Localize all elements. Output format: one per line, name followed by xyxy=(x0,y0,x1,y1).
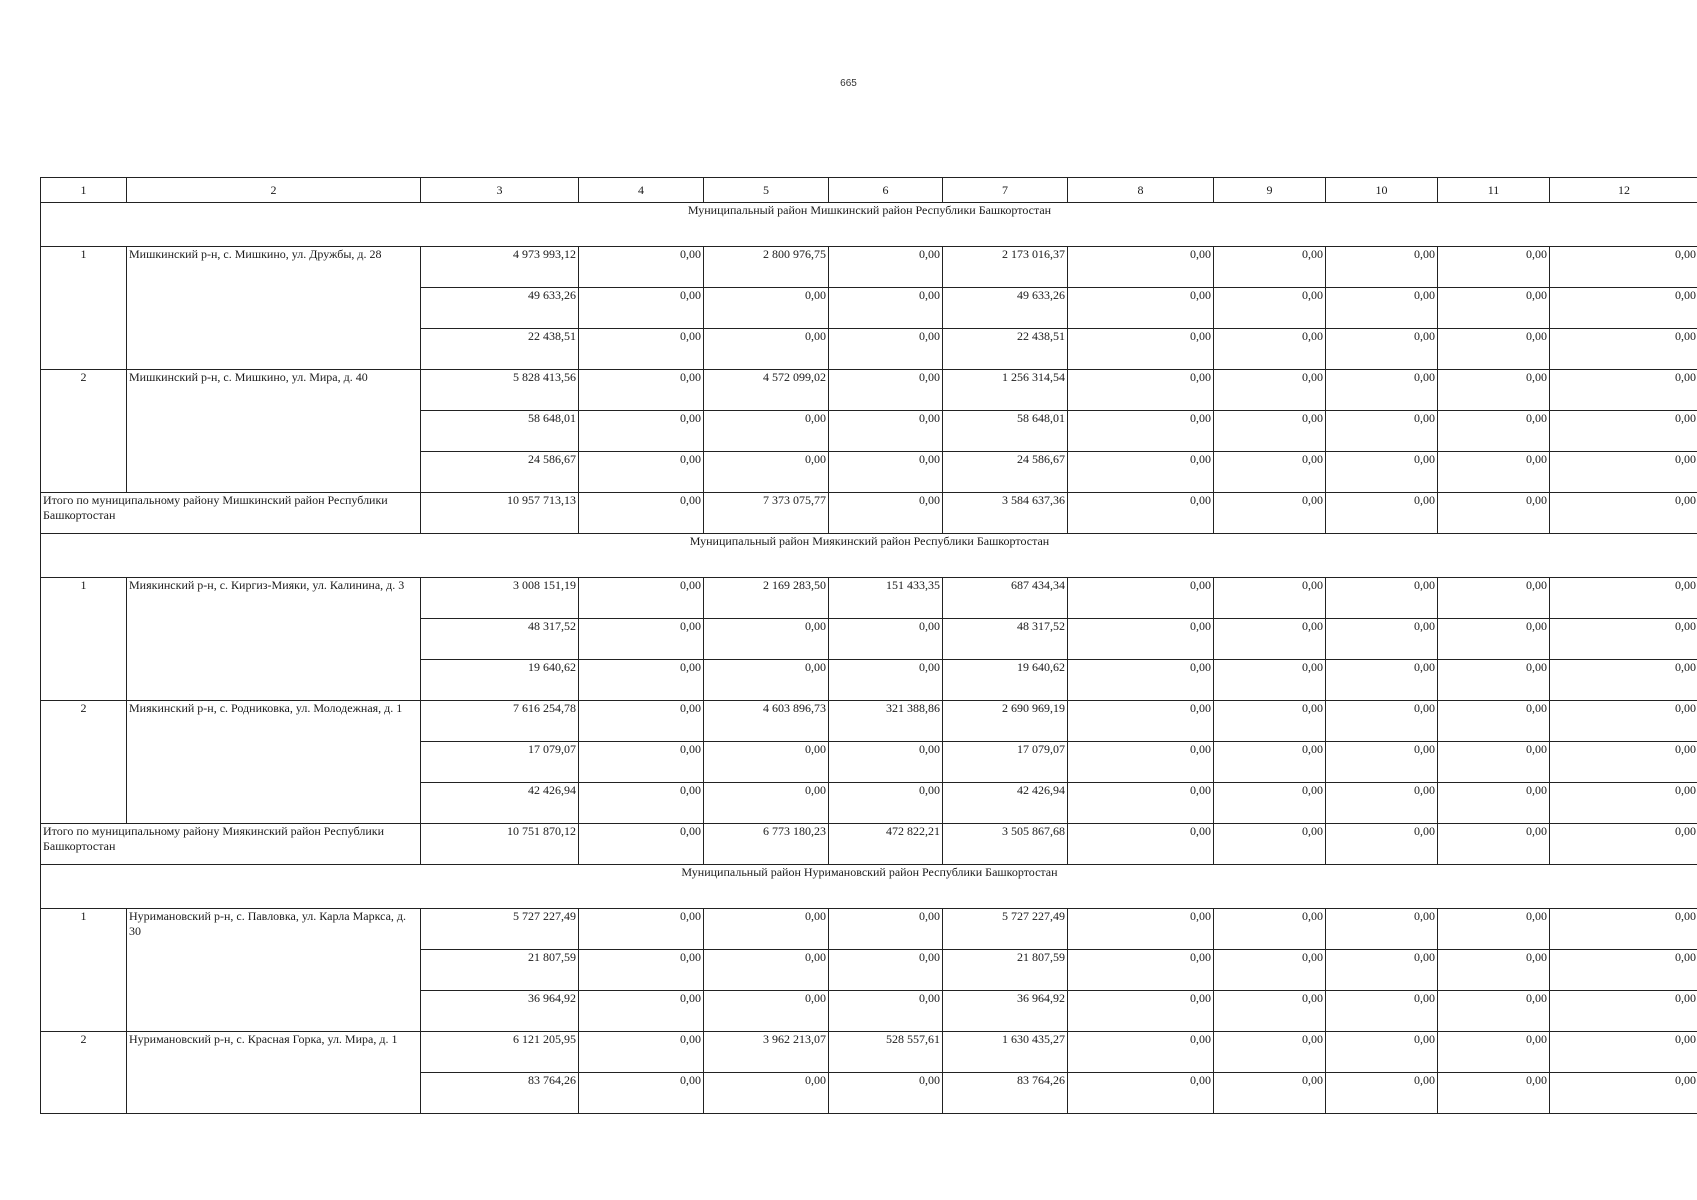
value-cell: 83 764,26 xyxy=(421,1073,579,1114)
value-cell: 0,00 xyxy=(829,1073,943,1114)
value-cell: 0,00 xyxy=(1068,329,1214,370)
value-cell: 0,00 xyxy=(579,578,704,619)
value-cell: 0,00 xyxy=(1326,742,1438,783)
value-cell: 0,00 xyxy=(1326,288,1438,329)
object-index: 1 xyxy=(41,578,127,701)
total-row xyxy=(41,824,1697,865)
value-cell: 0,00 xyxy=(1068,950,1214,991)
value-cell: 0,00 xyxy=(1068,1073,1214,1114)
value-cell: 0,00 xyxy=(1214,329,1326,370)
value-cell: 42 426,94 xyxy=(943,783,1068,824)
value-cell: 22 438,51 xyxy=(943,329,1068,370)
value-cell: 0,00 xyxy=(829,783,943,824)
value-cell: 687 434,34 xyxy=(943,578,1068,619)
value-cell: 4 603 896,73 xyxy=(704,701,829,742)
value-cell: 1 256 314,54 xyxy=(943,370,1068,411)
value-cell: 0,00 xyxy=(1326,329,1438,370)
value-cell: 0,00 xyxy=(829,247,943,288)
value-cell: 36 964,92 xyxy=(421,991,579,1032)
value-cell: 0,00 xyxy=(579,288,704,329)
column-number: 2 xyxy=(127,178,421,203)
object-address: Нуримановский р-н, с. Красная Горка, ул. Мира, д. 1 xyxy=(127,1032,421,1114)
table-body xyxy=(41,178,1697,1114)
value-cell: 0,00 xyxy=(1438,1073,1550,1114)
object-index: 2 xyxy=(41,701,127,824)
column-number: 6 xyxy=(829,178,943,203)
value-cell: 0,00 xyxy=(579,1073,704,1114)
value-cell: 0,00 xyxy=(1550,370,1697,411)
value-cell: 0,00 xyxy=(829,329,943,370)
value-cell: 0,00 xyxy=(1550,950,1697,991)
value-cell: 0,00 xyxy=(829,950,943,991)
value-cell: 5 828 413,56 xyxy=(421,370,579,411)
value-cell: 49 633,26 xyxy=(421,288,579,329)
value-cell: 0,00 xyxy=(1214,701,1326,742)
value-cell: 49 633,26 xyxy=(943,288,1068,329)
value-cell: 0,00 xyxy=(1438,950,1550,991)
value-cell: 58 648,01 xyxy=(943,411,1068,452)
value-cell: 0,00 xyxy=(1550,909,1697,950)
value-cell: 0,00 xyxy=(579,783,704,824)
value-cell: 0,00 xyxy=(1550,991,1697,1032)
table-row xyxy=(41,247,1697,288)
value-cell: 0,00 xyxy=(1214,909,1326,950)
value-cell: 0,00 xyxy=(1068,701,1214,742)
value-cell: 0,00 xyxy=(1438,329,1550,370)
value-cell: 0,00 xyxy=(1438,370,1550,411)
object-address: Миякинский р-н, с. Родниковка, ул. Молодежная, д. 1 xyxy=(127,701,421,824)
column-number-row xyxy=(41,178,1697,203)
value-cell: 0,00 xyxy=(1068,619,1214,660)
value-cell: 0,00 xyxy=(1214,370,1326,411)
value-cell: 528 557,61 xyxy=(829,1032,943,1073)
total-value-cell: 10 751 870,12 xyxy=(421,824,579,865)
total-value-cell: 0,00 xyxy=(579,824,704,865)
value-cell: 0,00 xyxy=(1214,578,1326,619)
value-cell: 0,00 xyxy=(1550,329,1697,370)
value-cell: 3 008 151,19 xyxy=(421,578,579,619)
value-cell: 0,00 xyxy=(1438,619,1550,660)
value-cell: 0,00 xyxy=(1438,578,1550,619)
column-number: 7 xyxy=(943,178,1068,203)
object-address: Миякинский р-н, с. Киргиз-Мияки, ул. Калинина, д. 3 xyxy=(127,578,421,701)
total-value-cell: 0,00 xyxy=(1214,493,1326,534)
value-cell: 0,00 xyxy=(1438,909,1550,950)
value-cell: 0,00 xyxy=(1326,452,1438,493)
value-cell: 0,00 xyxy=(579,701,704,742)
total-value-cell: 0,00 xyxy=(1068,493,1214,534)
object-address: Мишкинский р-н, с. Мишкино, ул. Мира, д. 40 xyxy=(127,370,421,493)
total-value-cell: 0,00 xyxy=(1438,493,1550,534)
value-cell: 0,00 xyxy=(829,742,943,783)
value-cell: 0,00 xyxy=(1550,1073,1697,1114)
total-value-cell: 3 584 637,36 xyxy=(943,493,1068,534)
value-cell: 0,00 xyxy=(1068,452,1214,493)
value-cell: 0,00 xyxy=(1326,909,1438,950)
value-cell: 0,00 xyxy=(1550,619,1697,660)
object-address: Нуримановский р-н, с. Павловка, ул. Карла Маркса, д. 30 xyxy=(127,909,421,1032)
value-cell: 17 079,07 xyxy=(943,742,1068,783)
total-value-cell: 0,00 xyxy=(579,493,704,534)
value-cell: 0,00 xyxy=(1326,411,1438,452)
value-cell: 4 572 099,02 xyxy=(704,370,829,411)
total-value-cell: 472 822,21 xyxy=(829,824,943,865)
value-cell: 4 973 993,12 xyxy=(421,247,579,288)
total-label: Итого по муниципальному району Миякинский район Республики Башкортостан xyxy=(41,824,421,865)
value-cell: 0,00 xyxy=(1438,288,1550,329)
value-cell: 48 317,52 xyxy=(943,619,1068,660)
value-cell: 0,00 xyxy=(1326,783,1438,824)
total-value-cell: 0,00 xyxy=(829,493,943,534)
column-number: 10 xyxy=(1326,178,1438,203)
value-cell: 0,00 xyxy=(704,991,829,1032)
value-cell: 0,00 xyxy=(1438,701,1550,742)
value-cell: 0,00 xyxy=(1438,411,1550,452)
section-title-row xyxy=(41,865,1697,909)
value-cell: 0,00 xyxy=(1326,578,1438,619)
value-cell: 0,00 xyxy=(1326,701,1438,742)
value-cell: 0,00 xyxy=(1438,247,1550,288)
total-value-cell: 0,00 xyxy=(1214,824,1326,865)
value-cell: 0,00 xyxy=(1326,660,1438,701)
value-cell: 0,00 xyxy=(704,783,829,824)
total-value-cell: 0,00 xyxy=(1326,824,1438,865)
column-number: 9 xyxy=(1214,178,1326,203)
value-cell: 0,00 xyxy=(829,452,943,493)
table-row xyxy=(41,370,1697,411)
value-cell: 0,00 xyxy=(704,742,829,783)
budget-table xyxy=(40,177,1697,1114)
value-cell: 0,00 xyxy=(704,909,829,950)
value-cell: 0,00 xyxy=(1326,1073,1438,1114)
value-cell: 0,00 xyxy=(1550,578,1697,619)
value-cell: 24 586,67 xyxy=(943,452,1068,493)
value-cell: 0,00 xyxy=(1214,660,1326,701)
value-cell: 5 727 227,49 xyxy=(421,909,579,950)
total-value-cell: 0,00 xyxy=(1550,824,1697,865)
total-value-cell: 0,00 xyxy=(1438,824,1550,865)
object-address: Мишкинский р-н, с. Мишкино, ул. Дружбы, д. 28 xyxy=(127,247,421,370)
table-row xyxy=(41,701,1697,742)
value-cell: 0,00 xyxy=(579,742,704,783)
total-value-cell: 7 373 075,77 xyxy=(704,493,829,534)
value-cell: 0,00 xyxy=(1438,1032,1550,1073)
total-value-cell: 3 505 867,68 xyxy=(943,824,1068,865)
value-cell: 2 169 283,50 xyxy=(704,578,829,619)
column-number: 12 xyxy=(1550,178,1697,203)
total-value-cell: 10 957 713,13 xyxy=(421,493,579,534)
value-cell: 0,00 xyxy=(1438,742,1550,783)
value-cell: 0,00 xyxy=(1214,411,1326,452)
value-cell: 2 800 976,75 xyxy=(704,247,829,288)
value-cell: 0,00 xyxy=(704,452,829,493)
value-cell: 0,00 xyxy=(829,411,943,452)
value-cell: 24 586,67 xyxy=(421,452,579,493)
value-cell: 0,00 xyxy=(829,660,943,701)
table-row xyxy=(41,1032,1697,1073)
value-cell: 0,00 xyxy=(1550,288,1697,329)
section-title: Муниципальный район Нуримановский район Республики Башкортостан xyxy=(41,865,1697,909)
value-cell: 36 964,92 xyxy=(943,991,1068,1032)
column-number: 5 xyxy=(704,178,829,203)
section-title-row xyxy=(41,203,1697,247)
value-cell: 0,00 xyxy=(1068,991,1214,1032)
value-cell: 0,00 xyxy=(829,619,943,660)
value-cell: 0,00 xyxy=(1438,783,1550,824)
value-cell: 0,00 xyxy=(704,411,829,452)
value-cell: 21 807,59 xyxy=(943,950,1068,991)
value-cell: 0,00 xyxy=(829,991,943,1032)
value-cell: 0,00 xyxy=(1214,619,1326,660)
value-cell: 0,00 xyxy=(579,991,704,1032)
value-cell: 0,00 xyxy=(1068,1032,1214,1073)
value-cell: 0,00 xyxy=(1326,247,1438,288)
value-cell: 0,00 xyxy=(1068,411,1214,452)
value-cell: 3 962 213,07 xyxy=(704,1032,829,1073)
value-cell: 0,00 xyxy=(579,619,704,660)
value-cell: 0,00 xyxy=(579,452,704,493)
object-index: 1 xyxy=(41,247,127,370)
value-cell: 0,00 xyxy=(1068,288,1214,329)
value-cell: 21 807,59 xyxy=(421,950,579,991)
value-cell: 0,00 xyxy=(704,288,829,329)
value-cell: 5 727 227,49 xyxy=(943,909,1068,950)
total-value-cell: 6 773 180,23 xyxy=(704,824,829,865)
value-cell: 0,00 xyxy=(1068,578,1214,619)
value-cell: 321 388,86 xyxy=(829,701,943,742)
value-cell: 19 640,62 xyxy=(421,660,579,701)
column-number: 1 xyxy=(41,178,127,203)
value-cell: 0,00 xyxy=(579,329,704,370)
value-cell: 0,00 xyxy=(1438,452,1550,493)
value-cell: 0,00 xyxy=(704,619,829,660)
total-value-cell: 0,00 xyxy=(1068,824,1214,865)
value-cell: 0,00 xyxy=(1326,370,1438,411)
value-cell: 0,00 xyxy=(1214,1032,1326,1073)
value-cell: 0,00 xyxy=(704,950,829,991)
value-cell: 42 426,94 xyxy=(421,783,579,824)
value-cell: 0,00 xyxy=(579,909,704,950)
value-cell: 0,00 xyxy=(1214,742,1326,783)
value-cell: 151 433,35 xyxy=(829,578,943,619)
value-cell: 48 317,52 xyxy=(421,619,579,660)
value-cell: 0,00 xyxy=(1550,742,1697,783)
value-cell: 0,00 xyxy=(1438,991,1550,1032)
table-row xyxy=(41,578,1697,619)
section-title-row xyxy=(41,534,1697,578)
total-value-cell: 0,00 xyxy=(1326,493,1438,534)
value-cell: 0,00 xyxy=(1326,1032,1438,1073)
value-cell: 2 690 969,19 xyxy=(943,701,1068,742)
section-title: Муниципальный район Мишкинский район Республики Башкортостан xyxy=(41,203,1697,247)
value-cell: 0,00 xyxy=(1550,247,1697,288)
value-cell: 83 764,26 xyxy=(943,1073,1068,1114)
value-cell: 0,00 xyxy=(1550,660,1697,701)
value-cell: 0,00 xyxy=(1550,783,1697,824)
value-cell: 0,00 xyxy=(1214,288,1326,329)
value-cell: 0,00 xyxy=(1068,247,1214,288)
table-row xyxy=(41,909,1697,950)
value-cell: 0,00 xyxy=(579,370,704,411)
value-cell: 0,00 xyxy=(1068,370,1214,411)
column-number: 3 xyxy=(421,178,579,203)
object-index: 2 xyxy=(41,370,127,493)
value-cell: 0,00 xyxy=(579,411,704,452)
value-cell: 0,00 xyxy=(1068,909,1214,950)
value-cell: 6 121 205,95 xyxy=(421,1032,579,1073)
section-title: Муниципальный район Миякинский район Республики Башкортостан xyxy=(41,534,1697,578)
value-cell: 7 616 254,78 xyxy=(421,701,579,742)
value-cell: 17 079,07 xyxy=(421,742,579,783)
value-cell: 0,00 xyxy=(1326,950,1438,991)
value-cell: 0,00 xyxy=(1214,991,1326,1032)
value-cell: 0,00 xyxy=(704,660,829,701)
value-cell: 0,00 xyxy=(1438,660,1550,701)
page-number: 665 xyxy=(840,78,857,89)
value-cell: 0,00 xyxy=(1214,783,1326,824)
value-cell: 19 640,62 xyxy=(943,660,1068,701)
column-number: 11 xyxy=(1438,178,1550,203)
value-cell: 1 630 435,27 xyxy=(943,1032,1068,1073)
value-cell: 0,00 xyxy=(1550,411,1697,452)
object-index: 2 xyxy=(41,1032,127,1114)
value-cell: 0,00 xyxy=(579,660,704,701)
value-cell: 0,00 xyxy=(579,950,704,991)
value-cell: 0,00 xyxy=(1068,783,1214,824)
total-label: Итого по муниципальному району Мишкинский район Республики Башкортостан xyxy=(41,493,421,534)
value-cell: 0,00 xyxy=(829,909,943,950)
value-cell: 0,00 xyxy=(704,1073,829,1114)
value-cell: 0,00 xyxy=(579,1032,704,1073)
total-value-cell: 0,00 xyxy=(1550,493,1697,534)
column-number: 8 xyxy=(1068,178,1214,203)
value-cell: 0,00 xyxy=(1326,991,1438,1032)
column-number: 4 xyxy=(579,178,704,203)
value-cell: 0,00 xyxy=(704,329,829,370)
value-cell: 0,00 xyxy=(1326,619,1438,660)
value-cell: 0,00 xyxy=(1214,950,1326,991)
value-cell: 0,00 xyxy=(1550,1032,1697,1073)
value-cell: 22 438,51 xyxy=(421,329,579,370)
value-cell: 0,00 xyxy=(1068,742,1214,783)
value-cell: 0,00 xyxy=(579,247,704,288)
value-cell: 58 648,01 xyxy=(421,411,579,452)
value-cell: 0,00 xyxy=(1550,452,1697,493)
value-cell: 0,00 xyxy=(829,288,943,329)
value-cell: 0,00 xyxy=(829,370,943,411)
total-row xyxy=(41,493,1697,534)
value-cell: 0,00 xyxy=(1214,452,1326,493)
object-index: 1 xyxy=(41,909,127,1032)
value-cell: 0,00 xyxy=(1214,1073,1326,1114)
value-cell: 0,00 xyxy=(1214,247,1326,288)
value-cell: 2 173 016,37 xyxy=(943,247,1068,288)
value-cell: 0,00 xyxy=(1068,660,1214,701)
value-cell: 0,00 xyxy=(1550,701,1697,742)
